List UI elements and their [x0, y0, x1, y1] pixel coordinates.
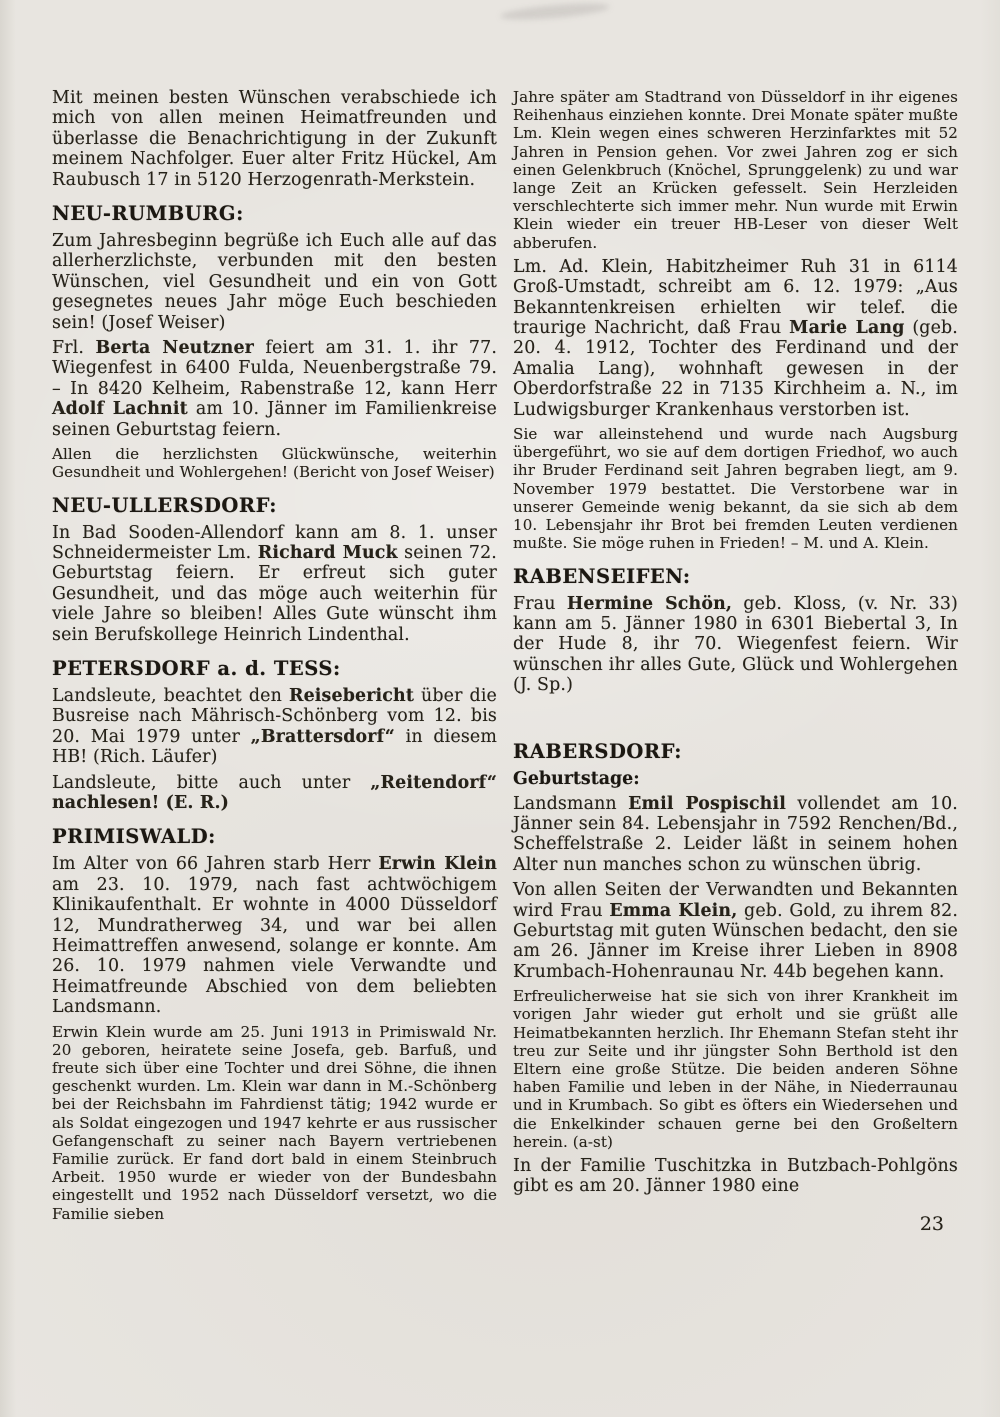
sub-heading-geburtstage: Geburtstage:: [513, 768, 640, 789]
section-heading-rabersdorf: RABERSDORF:: [513, 739, 682, 763]
paragraph-marie-lang-burial: Sie war alleinstehend und wurde nach Augsburg übergeführt, wo sie auf dem dortigen Friedhof, wo auch ihr Bruder Ferdinand seit Jahren begraben liegt, am 9. November 1979 bestattet. Die Verstorbene war in unserer Gemeinde wenig bekannt, da sie sich ab dem 10. Lebensjahr ihr Brot bei fremden Leuten verdienen mußte. Sie möge ruhen in Frieden! – M. und A. Klein.: [513, 425, 958, 553]
section-heading-petersdorf: PETERSDORF a. d. TESS:: [52, 656, 341, 680]
paragraph-congratulations-note: Allen die herzlichsten Glückwünsche, weiterhin Gesundheit und Wohlergehen! (Bericht von Josef Weiser): [52, 445, 497, 482]
page-number: 23: [919, 1212, 944, 1235]
paragraph-erwin-klein-biography: Erwin Klein wurde am 25. Juni 1913 in Primiswald Nr. 20 geboren, heiratete seine Josefa, geb. Barfuß, und freute sich über eine Tochter und drei Söhne, die ihnen geschenkt wurden. Lm. Klein war dann in M.-Schönberg bei der Reichsbahn im Fahrdienst tätig; 1942 wurde er als Soldat eingezogen und 1947 kehrte er aus russischer Gefangenschaft zu seiner nach Bayern vertriebenen Familie zurück. Er fand dort bald in einem Steinbruch Arbeit. 1950 wurde er wieder von der Bundesbahn eingestellt und 1952 nach Düsseldorf versetzt, wo die Familie sieben: [52, 1022, 497, 1223]
paragraph-obituary-erwin-klein: Im Alter von 66 Jahren starb Herr Erwin Klein am 23. 10. 1979, nach fast achtwöchigem Klinikaufenthalt. Er wohnte in 4000 Düsseldorf 12, Mundratherweg 34, und war bei allen Heimattreffen anwesend, solange er konnte. Am 26. 10. 1979 nahmen viele Verwandte und Heimatfreunde Abschied von dem beliebten Landsmann.: [52, 854, 497, 1018]
section-heading-primiswald: PRIMISWALD:: [52, 825, 216, 849]
left-column: [52, 88, 497, 1417]
paragraph-erwin-klein-biography-continued: Jahre später am Stadtrand von Düsseldorf in ihr eigenes Reihenhaus einziehen konnte. Drei Monate später mußte Lm. Klein wegen eines schweren Herzinfarktes mit 52 Jahren in Pension gehen. Vor zwei Jahren zog er sich einen Gelenkbruch (Knöchel, Sprunggelenk) zu und war lange Zeit an Krücken gefesselt. Sein Herzleiden verschlechterte sich immer mehr. Nun wurde mit Erwin Klein wieder ein treuer HB-Leser von dieser Welt abberufen.: [513, 88, 958, 252]
paragraph-obituary-marie-lang: Lm. Ad. Klein, Habitzheimer Ruh 31 in 6114 Groß-Umstadt, schreibt am 6. 12. 1979: „Aus Bekanntenkreisen erhielten wir telef. die traurige Nachricht, daß Frau Marie Lang (geb. 20. 4. 1912, Tochter des Ferdinand und der Amalia Lang), wohnhaft gewesen in der Oberdorfstraße 22 in 7135 Kirchheim a. N., im Ludwigsburger Krankenhaus verstorben ist.: [513, 256, 958, 420]
paragraph-reitendorf-note: Landsleute, bitte auch unter „Reitendorf“ nachlesen! (E. R.): [52, 772, 497, 813]
paragraph-birthday-emma-klein: Von allen Seiten der Verwandten und Bekannten wird Frau Emma Klein, geb. Gold, zu ihrem 82. Geburtstag mit guten Wünschen bedacht, den sie am 26. Jänner im Kreise ihrer Lieben in 8908 Krumbach-Hohenraunau Nr. 44b begehen kann.: [513, 880, 959, 982]
paragraph-new-year-greeting: Zum Jahresbeginn begrüße ich Euch alle auf das allerherzlichste, verbunden mit den besten Wünschen, viel Gesundheit und ein von Gott gesegnetes neues Jahr möge Euch beschieden sein! (Josef Weiser): [52, 231, 497, 333]
paragraph-emma-klein-recovery: Erfreulicherweise hat sie sich von ihrer Krankheit im vorigen Jahr wieder gut erholt und sie grüßt alle Heimatbekannten herzlich. Ihr Ehemann Stefan steht ihr treu zur Seite und ihr jüngster Sohn Berthold ist den Eltern eine große Stütze. Die beiden anderen Söhne haben Familie und leben in der Nähe, in Niederraunau und in Krumbach. So gibt es öfters ein Wiedersehen und die Enkelkinder schauen gerne bei den Großeltern herein. (a-st): [513, 987, 958, 1151]
paragraph-tuschitzka-family: In der Familie Tuschitzka in Butzbach-Pohlgöns gibt es am 20. Jänner 1980 eine: [513, 1156, 958, 1197]
paragraph-birthday-schoen: Frau Hermine Schön, geb. Kloss, (v. Nr. 33) kann am 5. Jänner 1980 in 6301 Biebertal 3, In der Hude 8, ihr 70. Wiegenfest feiern. Wir wünschen ihr alles Gute, Glück und Wohlergehen (J. Sp.): [513, 593, 958, 696]
section-heading-rabenseifen: RABENSEIFEN:: [513, 564, 691, 588]
paragraph-birthday-pospischil: Landsmann Emil Pospischil vollendet am 10. Jänner sein 84. Lebensjahr in 7592 Renchen/Bd., Scheffelstraße 2. Leider läßt in seinem hohen Alter nun manches schon zu wünschen übrig.: [513, 793, 958, 875]
section-heading-neu-rumburg: NEU-RUMBURG:: [52, 202, 244, 226]
paragraph-birthday-muck: In Bad Sooden-Allendorf kann am 8. 1. unser Schneidermeister Lm. Richard Muck seinen 72. Geburtstag feiern. Er erfreut sich guter Gesundheit, und das möge auch weiterhin für viele Jahre so bleiben! Alles Gute wünscht ihm sein Berufskollege Heinrich Lindenthal.: [52, 522, 497, 645]
section-heading-neu-ullersdorf: NEU-ULLERSDORF:: [52, 493, 277, 517]
right-column: [513, 88, 958, 1417]
paragraph-farewell-hueckel: Mit meinen besten Wünschen verabschiede ich mich von allen meinen Heimatfreunden und überlasse die Benachrichtigung in der Zukunft meinem Nachfolger. Euer alter Fritz Hückel, Am Raubusch 17 in 5120 Herzogenrath-Merkstein.: [52, 88, 497, 190]
paragraph-travel-report: Landsleute, beachtet den Reisebericht über die Busreise nach Mährisch-Schönberg vom 12. bis 20. Mai 1979 unter „Brattersdorf“ in diesem HB! (Rich. Läufer): [52, 685, 497, 768]
paragraph-birthdays-neutzner-lachnit: Frl. Berta Neutzner feiert am 31. 1. ihr 77. Wiegenfest in 6400 Fulda, Neuenbergstraße 79. – In 8420 Kelheim, Rabenstraße 12, kann Herr Adolf Lachnit am 10. Jänner im Familienkreise seinen Geburtstag feiern.: [52, 338, 497, 440]
